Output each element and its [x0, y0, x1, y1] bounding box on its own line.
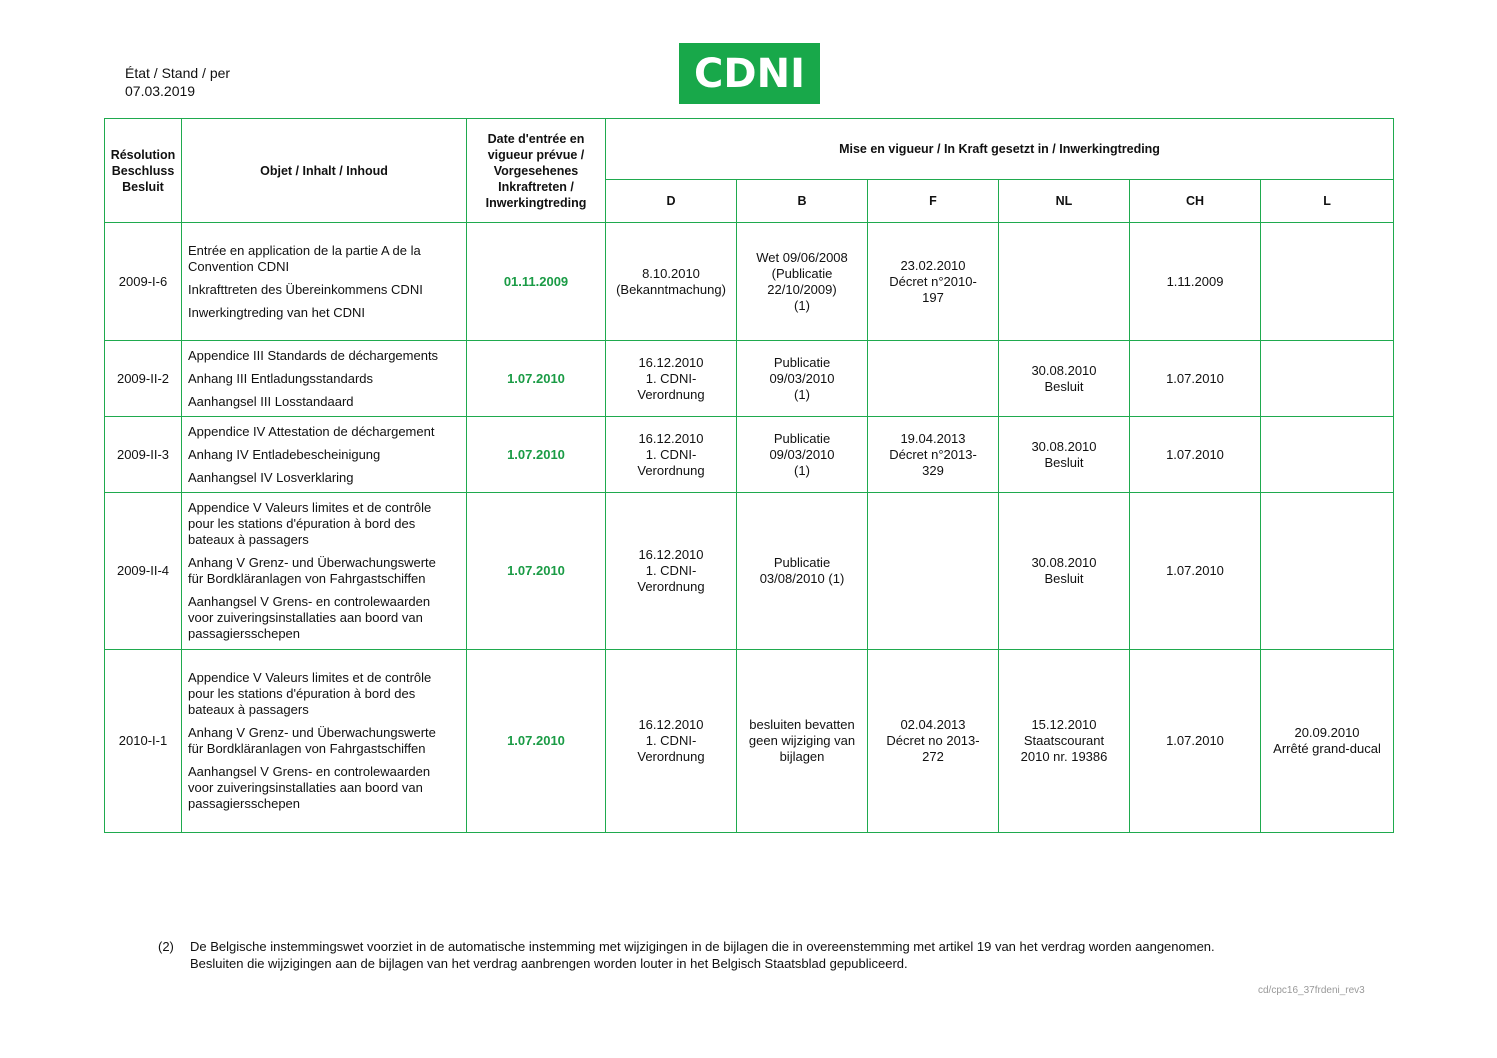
subject-line: Aanhangsel III Losstandaard: [188, 393, 354, 409]
header-country-l: L: [1261, 180, 1394, 223]
subject-line: für Bordkläranlagen von Fahrgastschiffen: [188, 741, 426, 756]
subject-line: Appendice IV Attestation de déchargement: [188, 423, 435, 439]
country-cell-line: 1. CDNI-: [645, 563, 697, 578]
country-cell-line: Publicatie: [773, 555, 831, 570]
country-cell-line: (1): [794, 462, 810, 478]
header-country-d: D: [606, 180, 737, 223]
subject-line: passagiersschepen: [188, 626, 301, 641]
subject-line: Anhang V Grenz- und Überwachungswerte: [188, 725, 436, 740]
country-cell-b: [737, 417, 868, 493]
country-cell-line: (Publicatie: [771, 265, 833, 281]
subject-line: bateaux à passagers: [188, 702, 309, 717]
subject-line: Aanhangsel IV Losverklaring: [188, 469, 354, 485]
subject-cell: [182, 223, 467, 341]
country-cell-f: [868, 417, 999, 493]
header-country-nl: NL: [999, 180, 1130, 223]
subject-language-block: [188, 594, 464, 642]
subject-line: pour les stations d'épuration à bord des: [188, 686, 416, 701]
country-cell-l: [1261, 493, 1394, 650]
planned-date-cell: 1.07.2010: [467, 341, 606, 417]
subject-cell: [182, 341, 467, 417]
footnote-line: Besluiten die wijzigingen aan de bijlagen van het verdrag aanbrengen worden louter in het Belgisch Staatsblad gepubliceerd.: [190, 956, 908, 971]
country-cell-line: 2010 nr. 19386: [1020, 749, 1108, 764]
country-cell-line: 30.08.2010: [1031, 555, 1097, 570]
resolution-cell: 2009-I-6: [105, 223, 182, 341]
country-cell-line: 30.08.2010: [1031, 362, 1097, 378]
subject-language-block: [188, 764, 464, 812]
country-cell-nl: [999, 650, 1130, 833]
country-cell-line: 09/03/2010: [769, 446, 835, 462]
header-date-line: Inwerkingtreding: [485, 195, 587, 210]
country-cell-ch: [1130, 650, 1261, 833]
subject-language-block: [188, 305, 464, 321]
country-cell-line: Arrêté grand-ducal: [1273, 741, 1381, 756]
country-cell-line: Verordnung: [637, 749, 705, 764]
subject-language-block: [188, 725, 464, 757]
footnote: [158, 938, 1358, 972]
country-cell-line: 1.07.2010: [1166, 733, 1224, 748]
header-date-line: Vorgesehenes: [493, 163, 579, 178]
subject-language-block: [188, 670, 464, 718]
table-row: [105, 650, 1394, 833]
country-cell-b: [737, 493, 868, 650]
planned-date-cell: 01.11.2009: [467, 223, 606, 341]
planned-date-cell: 1.07.2010: [467, 493, 606, 650]
country-cell-line: 1.07.2010: [1166, 370, 1224, 386]
country-cell-line: Publicatie: [773, 354, 831, 370]
subject-language-block: [188, 555, 464, 587]
country-cell-l: [1261, 223, 1394, 341]
header-country-b: B: [737, 180, 868, 223]
subject-line: Anhang IV Entladebescheinigung: [188, 446, 381, 462]
country-cell-b: [737, 650, 868, 833]
country-cell-d: [606, 341, 737, 417]
country-cell-line: 22/10/2009): [767, 281, 837, 297]
country-cell-line: (1): [794, 386, 810, 402]
table-row: [105, 417, 1394, 493]
country-cell-d: [606, 493, 737, 650]
subject-line: Appendice V Valeurs limites et de contrôle: [188, 670, 432, 685]
country-cell-line: Décret n°2013-: [889, 446, 977, 462]
country-cell-nl: [999, 341, 1130, 417]
subject-line: für Bordkläranlagen von Fahrgastschiffen: [188, 571, 426, 586]
country-cell-line: besluiten bevatten: [749, 717, 855, 732]
country-cell-line: Wet 09/06/2008: [756, 249, 848, 265]
country-cell-l: [1261, 341, 1394, 417]
subject-line: bateaux à passagers: [188, 532, 309, 547]
header-date: [467, 119, 606, 223]
table-row: [105, 493, 1394, 650]
status-date: 07.03.2019: [125, 83, 196, 99]
country-cell-l: [1261, 417, 1394, 493]
country-cell-nl: [999, 223, 1130, 341]
planned-date-cell: 1.07.2010: [467, 650, 606, 833]
country-cell-line: Verordnung: [637, 579, 705, 594]
subject-line: pour les stations d'épuration à bord des: [188, 516, 416, 531]
country-cell-line: bijlagen: [779, 749, 825, 764]
country-cell-line: 8.10.2010: [642, 265, 700, 281]
header-date-line: Inkraftreten /: [498, 179, 574, 194]
country-cell-ch: [1130, 417, 1261, 493]
status-label: État / Stand / per: [125, 65, 231, 81]
country-cell-ch: [1130, 223, 1261, 341]
country-cell-nl: [999, 417, 1130, 493]
country-cell-line: (1): [794, 297, 810, 313]
country-cell-b: [737, 341, 868, 417]
country-cell-line: 329: [922, 462, 944, 478]
subject-line: Inkrafttreten des Übereinkommens CDNI: [188, 281, 423, 297]
country-cell-l: [1261, 650, 1394, 833]
header-resolution-line: Résolution: [110, 147, 176, 162]
header-country-f: F: [868, 180, 999, 223]
country-cell-line: geen wijziging van: [748, 733, 856, 748]
subject-language-block: [188, 243, 464, 275]
subject-language-block: [188, 282, 464, 298]
country-cell-line: 03/08/2010 (1): [759, 571, 845, 586]
country-cell-line: 16.12.2010: [638, 354, 704, 370]
subject-cell: [182, 493, 467, 650]
country-cell-d: [606, 650, 737, 833]
country-cell-line: 197: [922, 289, 944, 305]
header-subject: Objet / Inhalt / Inhoud: [182, 119, 467, 223]
resolution-cell: 2009-II-2: [105, 341, 182, 417]
subject-line: Appendice V Valeurs limites et de contrôle: [188, 500, 432, 515]
country-cell-line: Besluit: [1044, 454, 1084, 470]
subject-line: Inwerkingtreding van het CDNI: [188, 304, 366, 320]
country-cell-b: [737, 223, 868, 341]
country-cell-d: [606, 417, 737, 493]
country-cell-line: 15.12.2010: [1031, 717, 1097, 732]
country-cell-line: Besluit: [1044, 378, 1084, 394]
header-date-line: vigueur prévue /: [487, 147, 585, 162]
subject-language-block: [188, 470, 464, 486]
subject-line: Anhang V Grenz- und Überwachungswerte: [188, 555, 436, 570]
resolution-cell: 2009-II-3: [105, 417, 182, 493]
country-cell-f: [868, 650, 999, 833]
country-cell-line: 16.12.2010: [638, 430, 704, 446]
subject-line: voor zuiveringsinstallaties aan boord van: [188, 610, 423, 625]
table-row: [105, 223, 1394, 341]
header-resolution-line: Besluit: [122, 179, 164, 194]
subject-line: passagiersschepen: [188, 796, 301, 811]
country-cell-line: 1.07.2010: [1166, 563, 1224, 578]
country-cell-f: [868, 223, 999, 341]
header-date-line: Date d'entrée en: [487, 131, 585, 146]
country-cell-line: Staatscourant: [1023, 733, 1105, 748]
country-cell-line: 16.12.2010: [638, 547, 704, 562]
country-cell-d: [606, 223, 737, 341]
country-cell-line: 1.07.2010: [1166, 446, 1224, 462]
subject-language-block: [188, 394, 464, 410]
document-reference: cd/cpc16_37frdeni_rev3: [1258, 985, 1365, 996]
subject-line: Appendice III Standards de déchargements: [188, 347, 439, 363]
country-cell-f: [868, 341, 999, 417]
header-country-ch: CH: [1130, 180, 1261, 223]
country-cell-line: Publicatie: [773, 430, 831, 446]
country-cell-line: 02.04.2013: [900, 717, 966, 732]
subject-line: Entrée en application de la partie A de la: [188, 242, 421, 258]
subject-language-block: [188, 371, 464, 387]
subject-language-block: [188, 348, 464, 364]
subject-cell: [182, 650, 467, 833]
country-cell-line: Besluit: [1044, 571, 1084, 586]
subject-line: Aanhangsel V Grens- en controlewaarden: [188, 594, 431, 609]
footnote-line: De Belgische instemmingswet voorziet in de automatische instemming met wijzigingen in de bijlagen die in overeenstemming met artikel 19 van het verdrag worden aangenomen.: [190, 939, 1215, 954]
country-cell-line: (Bekanntmachung): [616, 281, 726, 297]
subject-line: Convention CDNI: [188, 258, 290, 274]
footnote-number: (2): [158, 939, 174, 954]
subject-cell: [182, 417, 467, 493]
subject-language-block: [188, 424, 464, 440]
resolution-cell: 2009-II-4: [105, 493, 182, 650]
subject-language-block: [188, 500, 464, 548]
subject-line: Anhang III Entladungsstandards: [188, 370, 374, 386]
header-resolution: [105, 119, 182, 223]
resolutions-table: [104, 118, 1394, 833]
country-cell-line: 1. CDNI-: [645, 370, 697, 386]
subject-language-block: [188, 447, 464, 463]
country-cell-line: 23.02.2010: [900, 257, 966, 273]
country-cell-f: [868, 493, 999, 650]
country-cell-line: 1. CDNI-: [645, 446, 697, 462]
country-cell-line: Verordnung: [637, 462, 705, 478]
country-cell-line: Décret n°2010-: [889, 273, 977, 289]
country-cell-nl: [999, 493, 1130, 650]
country-cell-line: 09/03/2010: [769, 370, 835, 386]
cdni-logo: CDNI: [679, 43, 820, 104]
country-cell-line: 16.12.2010: [638, 717, 704, 732]
resolution-cell: 2010-I-1: [105, 650, 182, 833]
planned-date-cell: 1.07.2010: [467, 417, 606, 493]
subject-line: Aanhangsel V Grens- en controlewaarden: [188, 764, 431, 779]
country-cell-line: 30.08.2010: [1031, 438, 1097, 454]
country-cell-ch: [1130, 493, 1261, 650]
header-resolution-line: Beschluss: [111, 163, 175, 178]
country-cell-line: 20.09.2010: [1294, 725, 1360, 740]
country-cell-line: 19.04.2013: [900, 430, 966, 446]
country-cell-line: Décret no 2013-: [886, 733, 980, 748]
country-cell-line: 1.11.2009: [1166, 273, 1224, 289]
country-cell-line: 1. CDNI-: [645, 733, 697, 748]
status-block: [125, 64, 230, 100]
country-cell-ch: [1130, 341, 1261, 417]
table-row: [105, 341, 1394, 417]
subject-line: voor zuiveringsinstallaties aan boord van: [188, 780, 423, 795]
header-in-force: Mise en vigueur / In Kraft gesetzt in / Inwerkingtreding: [606, 119, 1394, 180]
country-cell-line: Verordnung: [637, 386, 705, 402]
country-cell-line: 272: [922, 749, 944, 764]
